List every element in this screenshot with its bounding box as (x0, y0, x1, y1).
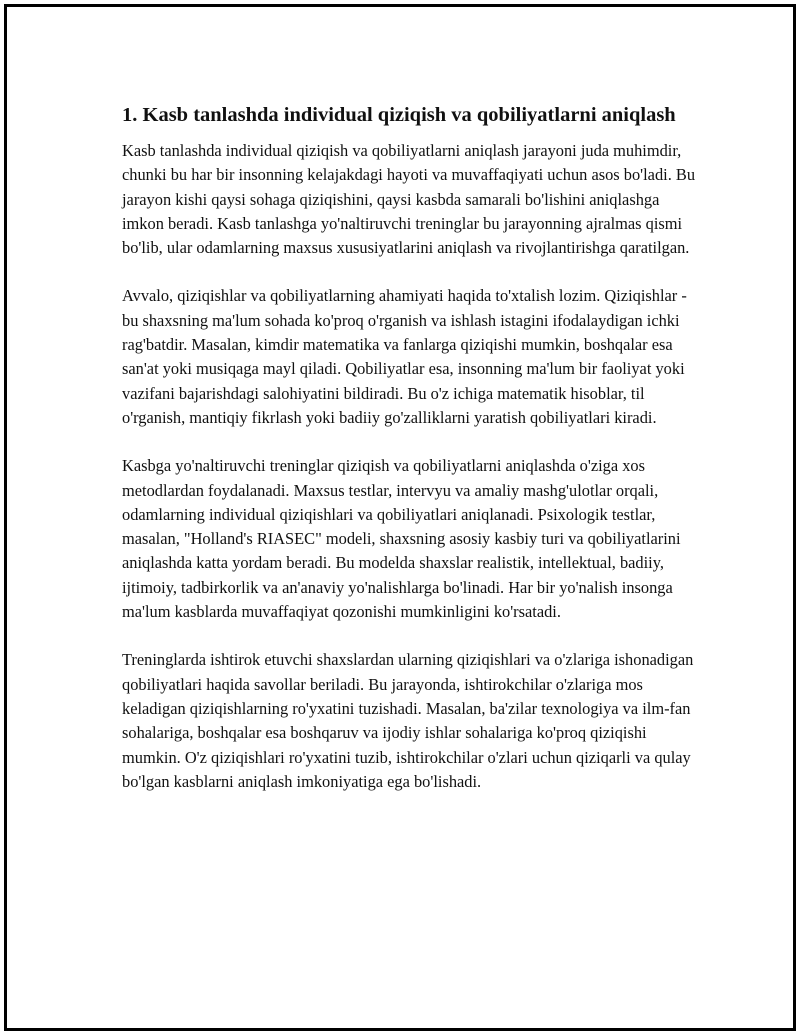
paragraph-4: Treninglarda ishtirok etuvchi shaxslardan ularning qiziqishlari va o'zlariga ishonadigan qobiliyatlari haqida savollar beriladi. Bu jarayonda, ishtirokchilar o'zlariga mos keladigan qiziqishlarning ro'yxatini tuzishadi. Masalan, ba'zilar texnologiya va ilm-fan sohalariga, boshqalar esa boshqaruv va ijodiy ishlar sohalariga ko'proq qiziqishi mumkin. O'z qiziqishlari ro'yxatini tuzib, ishtirokchilar o'zlari uchun qiziqarli va qulay bo'lgan kasblarni aniqlash imkoniyatiga ega bo'lishadi. (122, 650, 694, 791)
document-body (122, 102, 702, 818)
paragraph-3: Kasbga yo'naltiruvchi treninglar qiziqish va qobiliyatlarni aniqlashda o'ziga xos metodlardan foydalanadi. Maxsus testlar, intervyu va amaliy mashg'ulotlar orqali, odamlarning individual qiziqishlari va qobiliyatlari aniqlanadi. Psixologik testlar, masalan, "Holland's RIASEC" modeli, shaxsning asosiy kasbiy turi va qobiliyatlarini aniqlashda katta yordam beradi. Bu modelda shaxslar realistik, intellektual, badiiy, ijtimoiy, tadbirkorlik va an'anaviy yo'nalishlarga bo'linadi. Har bir yo'nalish insonga ma'lum kasblarda muvaffaqiyat qozonishi mumkinligini ko'rsatadi. (122, 456, 681, 622)
paragraph-2: Avvalo, qiziqishlar va qobiliyatlarning ahamiyati haqida to'xtalish lozim. Qiziqishlar - bu shaxsning ma'lum sohada ko'proq o'rganish va ishlash istagini ifodalaydigan ichki rag'batdir. Masalan, kimdir matematika va fanlarga qiziqishi mumkin, boshqalar esa san'at yoki musiqaga mayl qiladi. Qobiliyatlar esa, insonning ma'lum bir faoliyat yoki vazifani bajarishdagi salohiyatini bildiradi. Bu o'z ichiga matematik hisoblar, til o'rganish, mantiqiy fikrlash yoki badiiy go'zalliklarni yaratish qobiliyatlari kiradi. (122, 286, 687, 427)
section-heading: 1. Kasb tanlashda individual qiziqish va qobiliyatlarni aniqlash (122, 104, 676, 126)
page-frame (4, 4, 796, 1031)
paragraph-1: Kasb tanlashda individual qiziqish va qobiliyatlarni aniqlash jarayoni juda muhimdir, chunki bu har bir insonning kelajakdagi hayoti va muvaffaqiyati uchun asos bo'ladi. Bu jarayon kishi qaysi sohaga qiziqishini, qaysi kasbda samarali bo'lishini aniqlashga imkon beradi. Kasb tanlashga yo'naltiruvchi treninglar bu jarayonning ajralmas qismi bo'lib, ular odamlarning maxsus xususiyatlarini aniqlash va rivojlantirishga qaratilgan. (122, 141, 696, 258)
